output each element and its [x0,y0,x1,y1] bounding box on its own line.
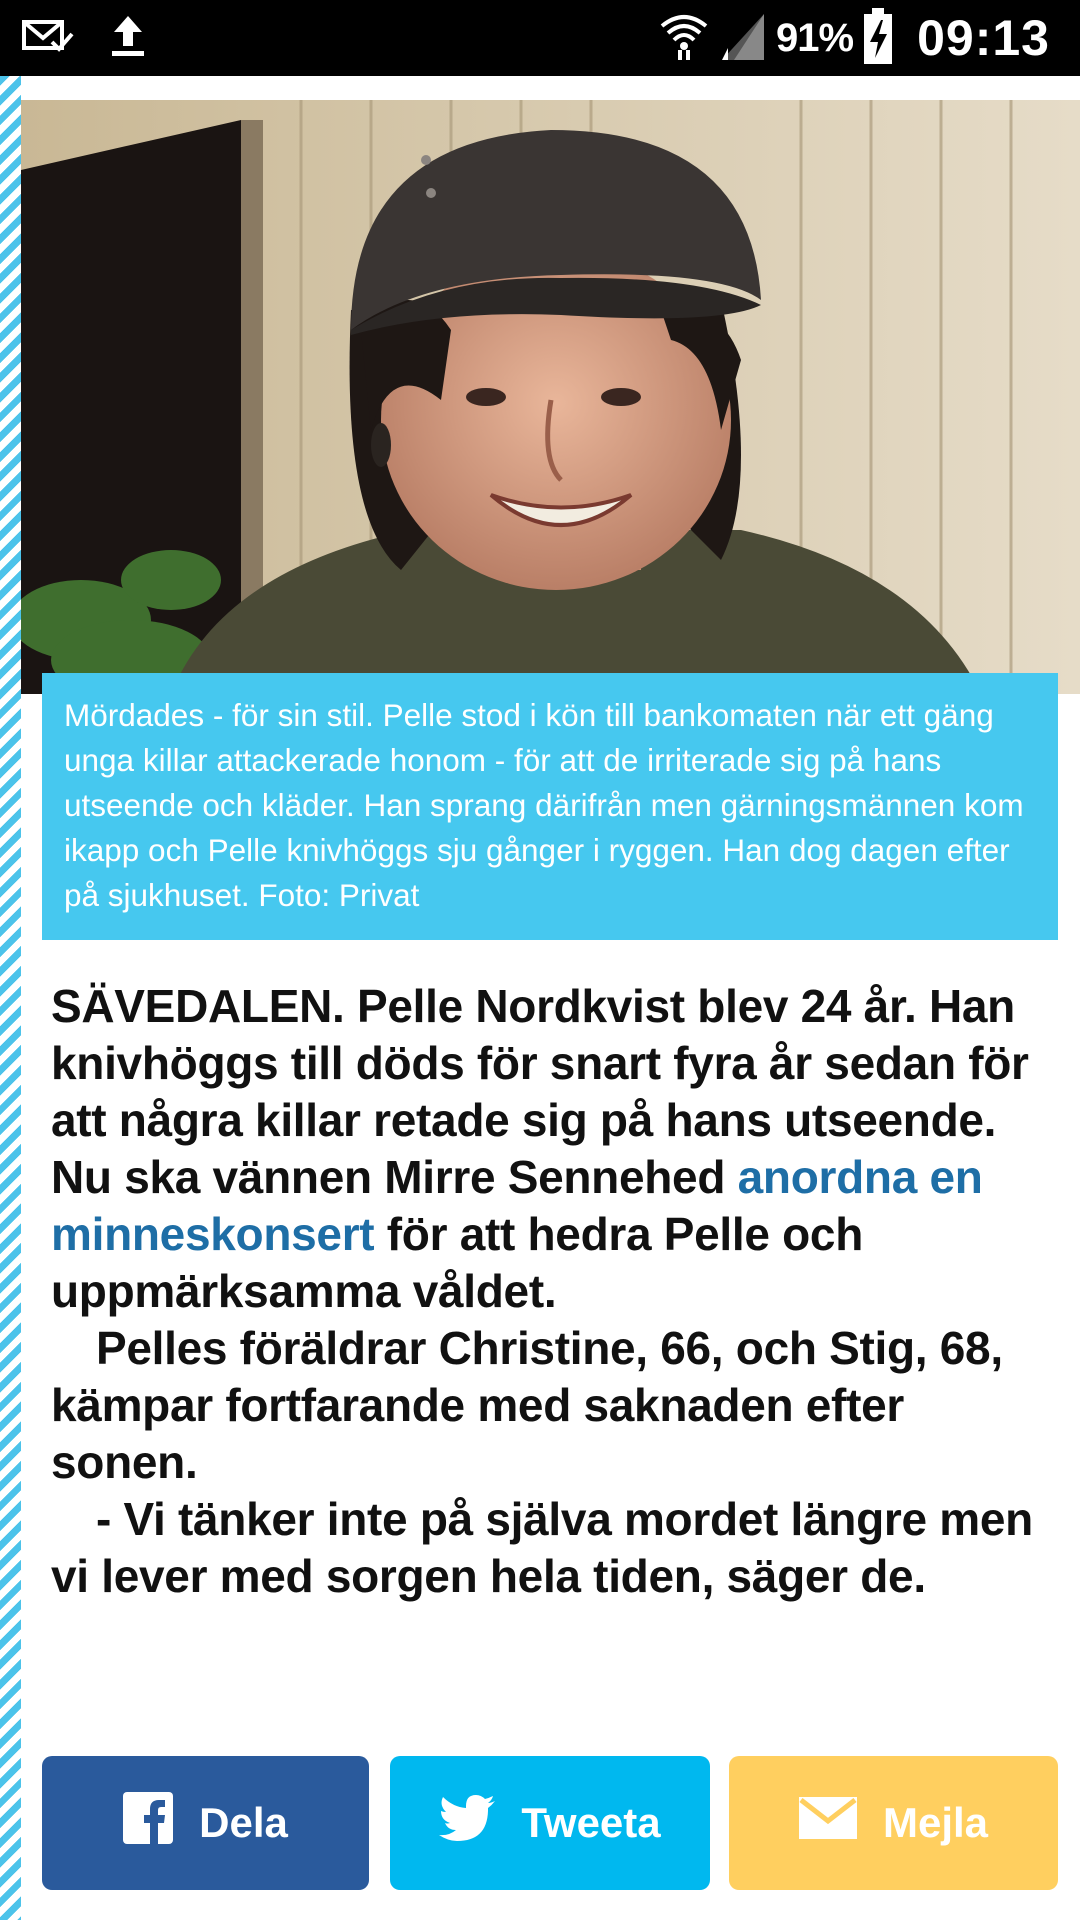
share-twitter-label: Tweeta [521,1799,661,1846]
lead-text-after-link: för att hedra Pelle och uppmärksamma våldet. [51,1208,864,1317]
facebook-icon [123,1792,173,1854]
article-photo[interactable] [21,100,1080,694]
decorative-stripe [0,76,21,1920]
mail-check-icon [22,18,74,59]
minneskonsert-link[interactable]: anordna en minneskonsert [51,1151,983,1260]
share-email-button[interactable] [729,1756,1058,1890]
article-paragraph-quote: - Vi tänker inte på själva mordet längre men vi lever med sorgen hela tiden, säger de. [51,1493,1033,1602]
article-body [51,978,1061,1605]
twitter-icon [439,1795,495,1851]
lead-text-before-link: SÄVEDALEN. Pelle Nordkvist blev 24 år. Han knivhöggs till döds för snart fyra år sedan för att några killar retade sig på hans utseende. Nu ska vännen Mirre Sennehed [51,980,1029,1203]
share-facebook-label: Dela [199,1799,288,1846]
photo-caption: Mördades - för sin stil. Pelle stod i kön till bankomaten när ett gäng unga killar attackerade honom - för att de irriterade sig på hans utseende och kläder. Han sprang därifrån men gärningsmännen kom ikapp och Pelle knivhöggs sju gånger i ryggen. Han dog dagen efter på sjukhuset. Foto: Privat [42,673,1058,940]
article-paragraph: Pelles föräldrar Christine, 66, och Stig, 68, kämpar fortfarande med saknaden efter sonen. [51,1322,1003,1488]
status-bar [0,0,1080,76]
share-email-label: Mejla [882,1799,989,1846]
system-status [658,8,1050,68]
email-icon [799,1797,857,1849]
notification-icons [22,10,146,66]
share-twitter-button[interactable] [390,1756,710,1890]
article-lead [51,978,1061,1320]
battery-percent: 91% [776,15,854,60]
share-facebook-button[interactable] [42,1756,369,1890]
cell-signal-icon [720,10,766,67]
share-bar [42,1756,1058,1890]
upload-icon [110,14,146,63]
wifi-icon [658,10,710,67]
battery-charging-icon [863,8,893,69]
clock: 09:13 [917,10,1050,66]
